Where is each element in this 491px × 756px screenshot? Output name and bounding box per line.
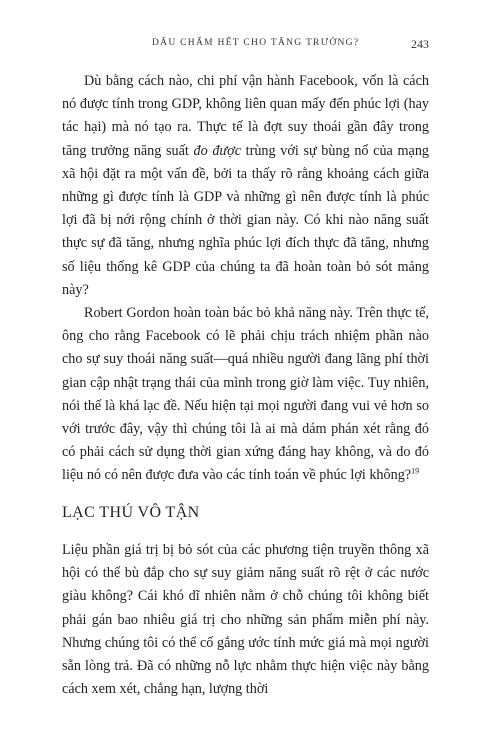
paragraph-1-emphasis: đo được — [193, 142, 242, 159]
body-text — [62, 70, 429, 488]
paragraph-1-text-b: trùng với sự bùng nổ của mạng xã hội đặt ra một vấn đề, bởi ta thấy rõ rằng khoảng cách giữa những gì được tính là GDP và những gì nên được tính là phúc lợi đã bị nới rộng chính ở thời gian này. Có khi nào năng suất thực sự đã tăng, nhưng nghĩa phúc lợi đích thực đã tăng, nhưng số liệu thống kê GDP của chúng ta đã hoàn toàn bỏ sót mảng này? — [62, 142, 430, 298]
section-text — [62, 539, 429, 701]
section-heading: LẠC THÚ VÔ TẬN — [62, 504, 200, 521]
paragraph-2-text: Robert Gordon hoàn toàn bác bỏ khả năng này. Trên thực tế, ông cho rằng Facebook có lẽ phải chịu trách nhiệm phần nào cho sự suy thoái năng suất—quá nhiều người đang lãng phí thời gian cập nhật trạng thái của mình trong giờ làm việc. Tuy nhiên, nói thế là khá lạc đề. Nếu hiện tại mọi người đang vui vẻ hơn so với trước đây, vậy thì chúng tôi là ai mà dám phán xét rằng đó có phải cách sử dụng thời gian xứng đáng hay không, và do đó liệu nó có nên được đưa vào các tính toán về phúc lợi không? — [62, 305, 429, 484]
paragraph-1 — [62, 70, 429, 302]
footnote-marker: 19 — [411, 466, 420, 476]
paragraph-2 — [62, 302, 429, 488]
section-paragraph-1: Liệu phần giá trị bị bỏ sót của các phương tiện truyền thông xã hội có thể bù đắp cho sự suy giảm năng suất rõ rệt ở các nước giàu không? Cái khó dĩ nhiên nằm ở chỗ chúng tôi không biết phải gán bao nhiêu giá trị cho những sản phẩm miễn phí này. Nhưng chúng tôi có thể cố gắng ước tính mức giá mà mọi người sẵn lòng trả. Đã có những nỗ lực nhằm thực hiện việc này bằng cách xem xét, chẳng hạn, lượng thời — [62, 542, 429, 698]
paragraph-1-text-a: Dù bằng cách nào, chi phí vận hành Facebook, vốn là cách nó được tính trong GDP, không liên quan mấy đến phúc lợi (hay tác hại) mà nó tạo ra. Thực tế là đợt suy thoái gần đây trong tăng trưởng năng suất — [62, 73, 429, 159]
page-number: 243 — [411, 37, 429, 51]
running-title: DẤU CHẤM HẾT CHO TĂNG TRƯỞNG? — [152, 38, 360, 48]
running-head — [0, 38, 491, 54]
